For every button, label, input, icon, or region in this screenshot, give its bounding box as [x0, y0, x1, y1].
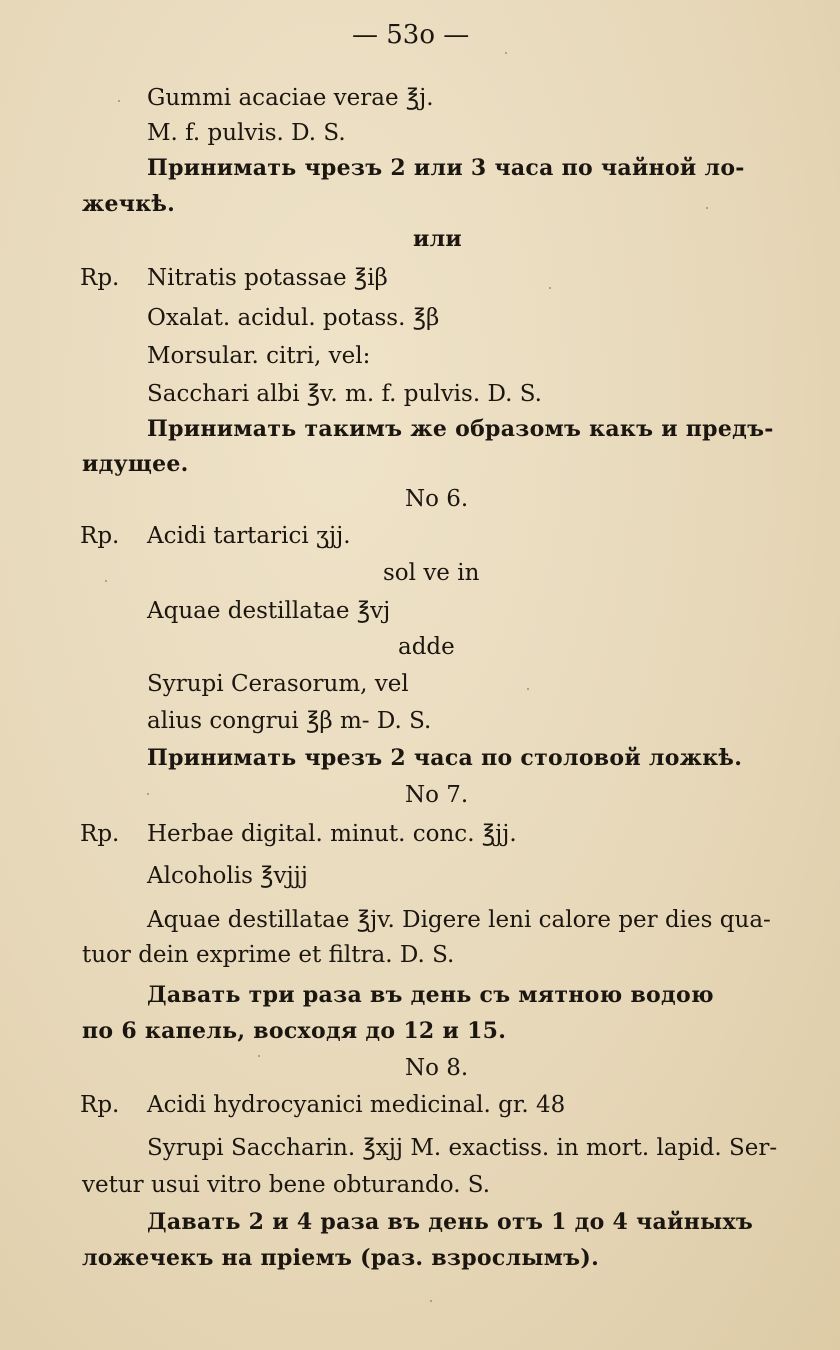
text-line: tuor dein exprime et filtra. D. S.: [82, 942, 455, 968]
section-heading: No 7.: [405, 782, 469, 808]
text-line: по 6 капель, восходя до 12 и 15.: [82, 1018, 507, 1044]
paper-speck: [430, 1300, 432, 1302]
text-line: или: [413, 226, 463, 252]
text-line: Oxalat. acidul. potass. ℥β: [147, 305, 440, 331]
text-line: M. f. pulvis. D. S.: [147, 120, 346, 146]
text-line: Syrupi Saccharin. ℥xjj M. exactiss. in mort. lapid. Ser-: [147, 1135, 778, 1161]
text-line: жечкѣ.: [82, 191, 176, 217]
text-line: идущее.: [82, 451, 189, 477]
text-line: Herbae digital. minut. conc. ℥jj.: [147, 821, 517, 847]
text-line: sol ve in: [383, 560, 480, 586]
rp-mark: Rp.: [80, 821, 120, 847]
text-line: Nitratis potassae ℥iβ: [147, 265, 388, 291]
rp-mark: Rp.: [80, 1092, 120, 1118]
text-line: Morsular. citri, vel:: [147, 343, 371, 369]
text-line: adde: [398, 634, 455, 660]
section-heading: No 8.: [405, 1055, 469, 1081]
text-line: Давать три раза въ день съ мятною водою: [147, 982, 714, 1008]
text-line: Принимать чрезъ 2 часа по столовой ложкѣ.: [147, 745, 743, 771]
text-line: Gummi acaciae verae ℥j.: [147, 85, 434, 111]
paper-speck: [147, 793, 149, 795]
text-line: Принимать чрезъ 2 или 3 часа по чайной ло-: [147, 155, 745, 181]
paper-speck: [706, 207, 708, 209]
text-line: Принимать такимъ же образомъ какъ и предъ-: [147, 416, 774, 442]
text-line: Syrupi Cerasorum, vel: [147, 671, 409, 697]
text-line: Aquae destillatae ℥vj: [147, 598, 391, 624]
text-line: vetur usui vitro bene obturando. S.: [82, 1172, 491, 1198]
paper-speck: [258, 1055, 260, 1057]
text-line: alius congrui ℥β m- D. S.: [147, 708, 432, 734]
paper-speck: [527, 688, 529, 690]
rp-mark: Rp.: [80, 265, 120, 291]
text-line: Alcoholis ℥vjjj: [147, 863, 308, 889]
rp-mark: Rp.: [80, 523, 120, 549]
paper-speck: [549, 287, 551, 289]
text-line: Acidi hydrocyanici medicinal. gr. 48: [147, 1092, 566, 1118]
page-number: — 53о —: [352, 20, 470, 50]
paper-speck: [105, 580, 107, 582]
text-line: Sacchari albi ℥v. m. f. pulvis. D. S.: [147, 381, 542, 407]
paper-speck: [505, 52, 507, 54]
text-line: ложечекъ на пріемъ (раз. взрослымъ).: [82, 1245, 600, 1271]
text-line: Acidi tartarici ʒjj.: [147, 523, 351, 549]
section-heading: No 6.: [405, 486, 469, 512]
text-line: Давать 2 и 4 раза въ день отъ 1 до 4 чайныхъ: [147, 1209, 754, 1235]
paper-speck: [118, 100, 120, 102]
text-line: Aquae destillatae ℥jv. Digere leni calore per dies qua-: [147, 907, 771, 933]
